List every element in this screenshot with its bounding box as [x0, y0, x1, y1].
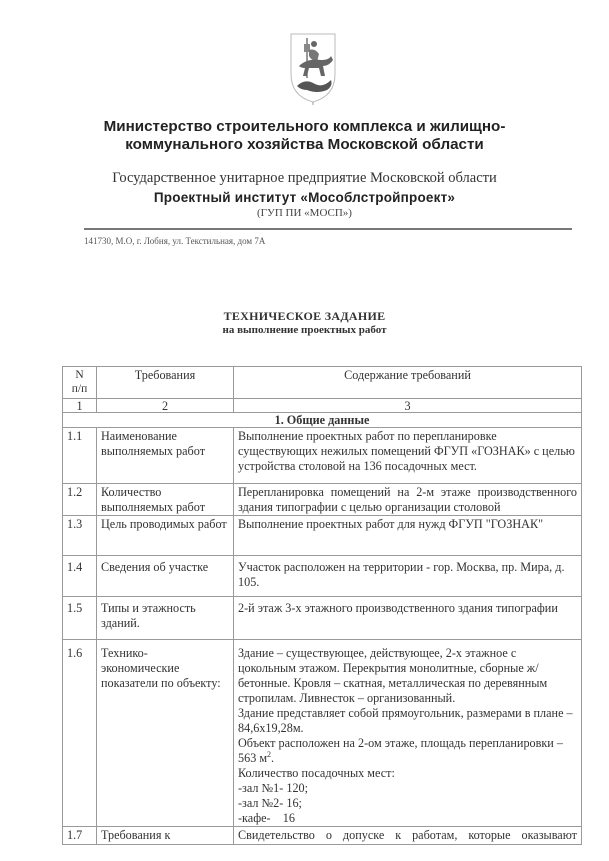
table-row: 1.7 Требования к Свидетельство о допуске к работам, которые оказывают [63, 827, 582, 845]
ministry-line-1: Министерство строительного комплекса и жилищно- [103, 118, 506, 135]
table-row: 1.4 Сведения об участке Участок расположен на территории - гор. Москва, пр. Мира, д. 105. [63, 556, 582, 597]
enterprise-name: Государственное унитарное предприятие Московской области [112, 170, 497, 186]
table-row: 1.1 Наименование выполняемых работ Выполнение проектных работ по перепланировке существующих нежилых помещений ФГУП «ГОЗНАК» с целью устройства столовой на 136 посадочных мест. [63, 428, 582, 484]
requirements-table [62, 366, 582, 845]
table-row: 1.3 Цель проводимых работ Выполнение проектных работ для нужд ФГУП "ГОЗНАК" [63, 516, 582, 556]
institute-name: Проектный институт «Мособлстройпроект» [153, 190, 456, 205]
header-divider [84, 228, 572, 230]
ministry-name [0, 118, 609, 154]
column-number-row: 1 2 3 [63, 399, 582, 413]
ministry-line-2: коммунального хозяйства Московской области [125, 136, 484, 153]
document-title: ТЕХНИЧЕСКОЕ ЗАДАНИЕ [223, 309, 386, 323]
institute-abbreviation: (ГУП ПИ «МОСП») [257, 207, 352, 219]
section-title: 1. Общие данные [63, 413, 582, 428]
header-requirements: Требования [97, 367, 234, 399]
table-header-row [63, 367, 582, 399]
document-subtitle: на выполнение проектных работ [222, 324, 387, 336]
address: 141730, М.О, г. Лобня, ул. Текстильная, дом 7А [84, 236, 266, 246]
section-row [63, 413, 582, 428]
header-number: N п/п [63, 367, 97, 399]
table-row: 1.6 Технико- экономические показатели по объекту: Здание – существующее, действующее, 2-х этажное с цокольным этажом. Перекрытия монолитные, сборные ж/бетонные. Кровля – скатная, металлическая по деревянным стропилам. Ливнесток – организованный. Здание представляет собой прямоугольник, размерами в плане – 84,6х19,28м. Объект расположен на 2-ом этаже, площадь перепланировки – 563 $м^2$. Количество посадочных мест: -зал №1- 120; -зал №2- 16; -кафе- 16 [63, 640, 582, 827]
header-content: Содержание требований [234, 367, 582, 399]
table-row: 1.5 Типы и этажность зданий. 2-й этаж 3-х этажного производственного здания типографии [63, 597, 582, 640]
table-row: 1.2 Количество выполняемых работ Перепланировка помещений на 2-м этаже производственного здания типографии с целью организации столовой [63, 484, 582, 516]
coat-of-arms-icon [287, 30, 339, 105]
